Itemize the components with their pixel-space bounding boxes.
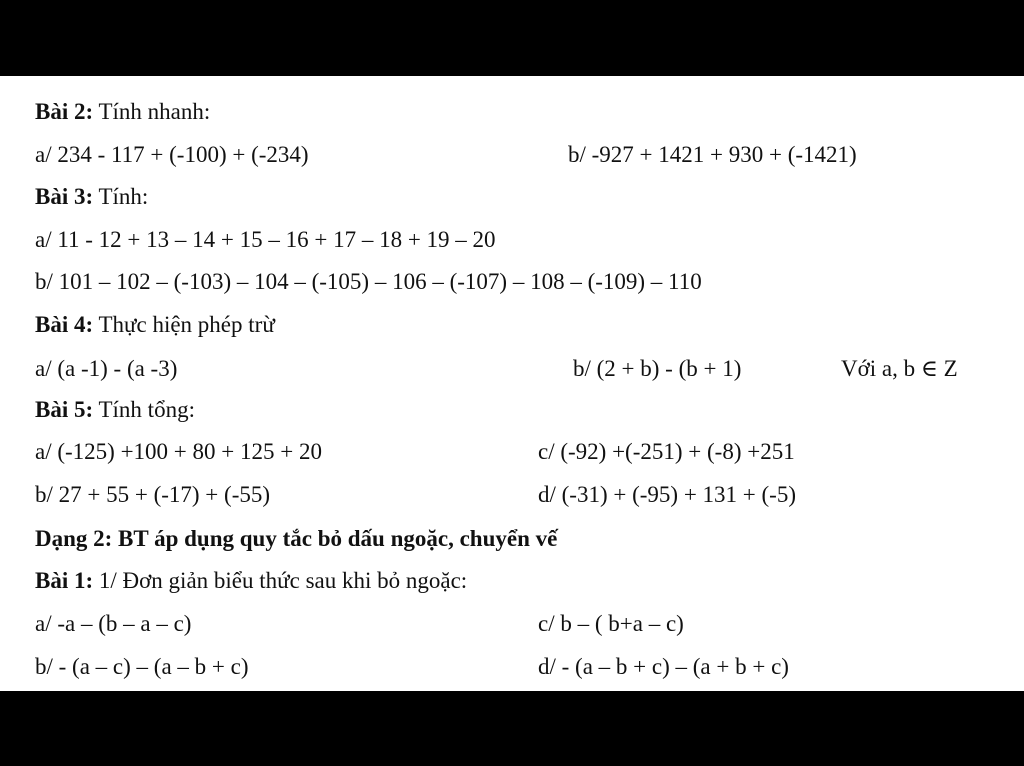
bai3-heading: Bài 3: [35,184,94,209]
bai5-exercise-d: d/ (-31) + (-95) + 131 + (-5) [538,482,796,507]
bai1-exercise-a: a/ -a – (b – a – c) [35,611,192,636]
bai5-title-line [35,396,195,424]
bai2-exercise-b: b/ -927 + 1421 + 930 + (-1421) [568,142,857,167]
bai2-title: Tính nhanh: [98,99,211,124]
bai4-note: Với a, b ∈ Z [841,356,958,381]
bai4-exercise-a: a/ (a -1) - (a -3) [35,356,178,381]
bai2-title-line [35,98,210,126]
bai5-exercise-a: a/ (-125) +100 + 80 + 125 + 20 [35,439,322,464]
bai1-exercise-c: c/ b – ( b+a – c) [538,611,684,636]
bai5-exercise-c: c/ (-92) +(-251) + (-8) +251 [538,439,795,464]
dang2-heading: Dạng 2: BT áp dụng quy tắc bỏ dấu ngoặc, chuyển vế [35,526,558,551]
bai4-title: Thực hiện phép trừ [98,312,275,337]
bai3-exercise-b: b/ 101 – 102 – (-103) – 104 – (-105) – 106 – (-107) – 108 – (-109) – 110 [35,269,702,294]
bai4-title-line [35,311,275,339]
bai2-heading: Bài 2: [35,99,94,124]
bai5-heading: Bài 5: [35,397,94,422]
bai1-heading: Bài 1: [35,568,94,593]
bai1-title: 1/ Đơn giản biểu thức sau khi bỏ ngoặc: [98,568,468,593]
bai2-exercise-a: a/ 234 - 117 + (-100) + (-234) [35,142,309,167]
bai3-title-line [35,183,148,211]
bai1-title-line [35,567,467,595]
bai5-exercise-b: b/ 27 + 55 + (-17) + (-55) [35,482,271,507]
bai1-exercise-b: b/ - (a – c) – (a – b + c) [35,654,249,679]
bai3-title: Tính: [98,184,149,209]
bai1-exercise-d: d/ - (a – b + c) – (a + b + c) [538,654,789,679]
bai4-heading: Bài 4: [35,312,94,337]
document-page [0,76,1024,691]
bai4-exercise-b: b/ (2 + b) - (b + 1) [573,356,742,381]
bai5-title: Tính tổng: [98,397,195,422]
bai3-exercise-a: a/ 11 - 12 + 13 – 14 + 15 – 16 + 17 – 18 + 19 – 20 [35,227,496,252]
